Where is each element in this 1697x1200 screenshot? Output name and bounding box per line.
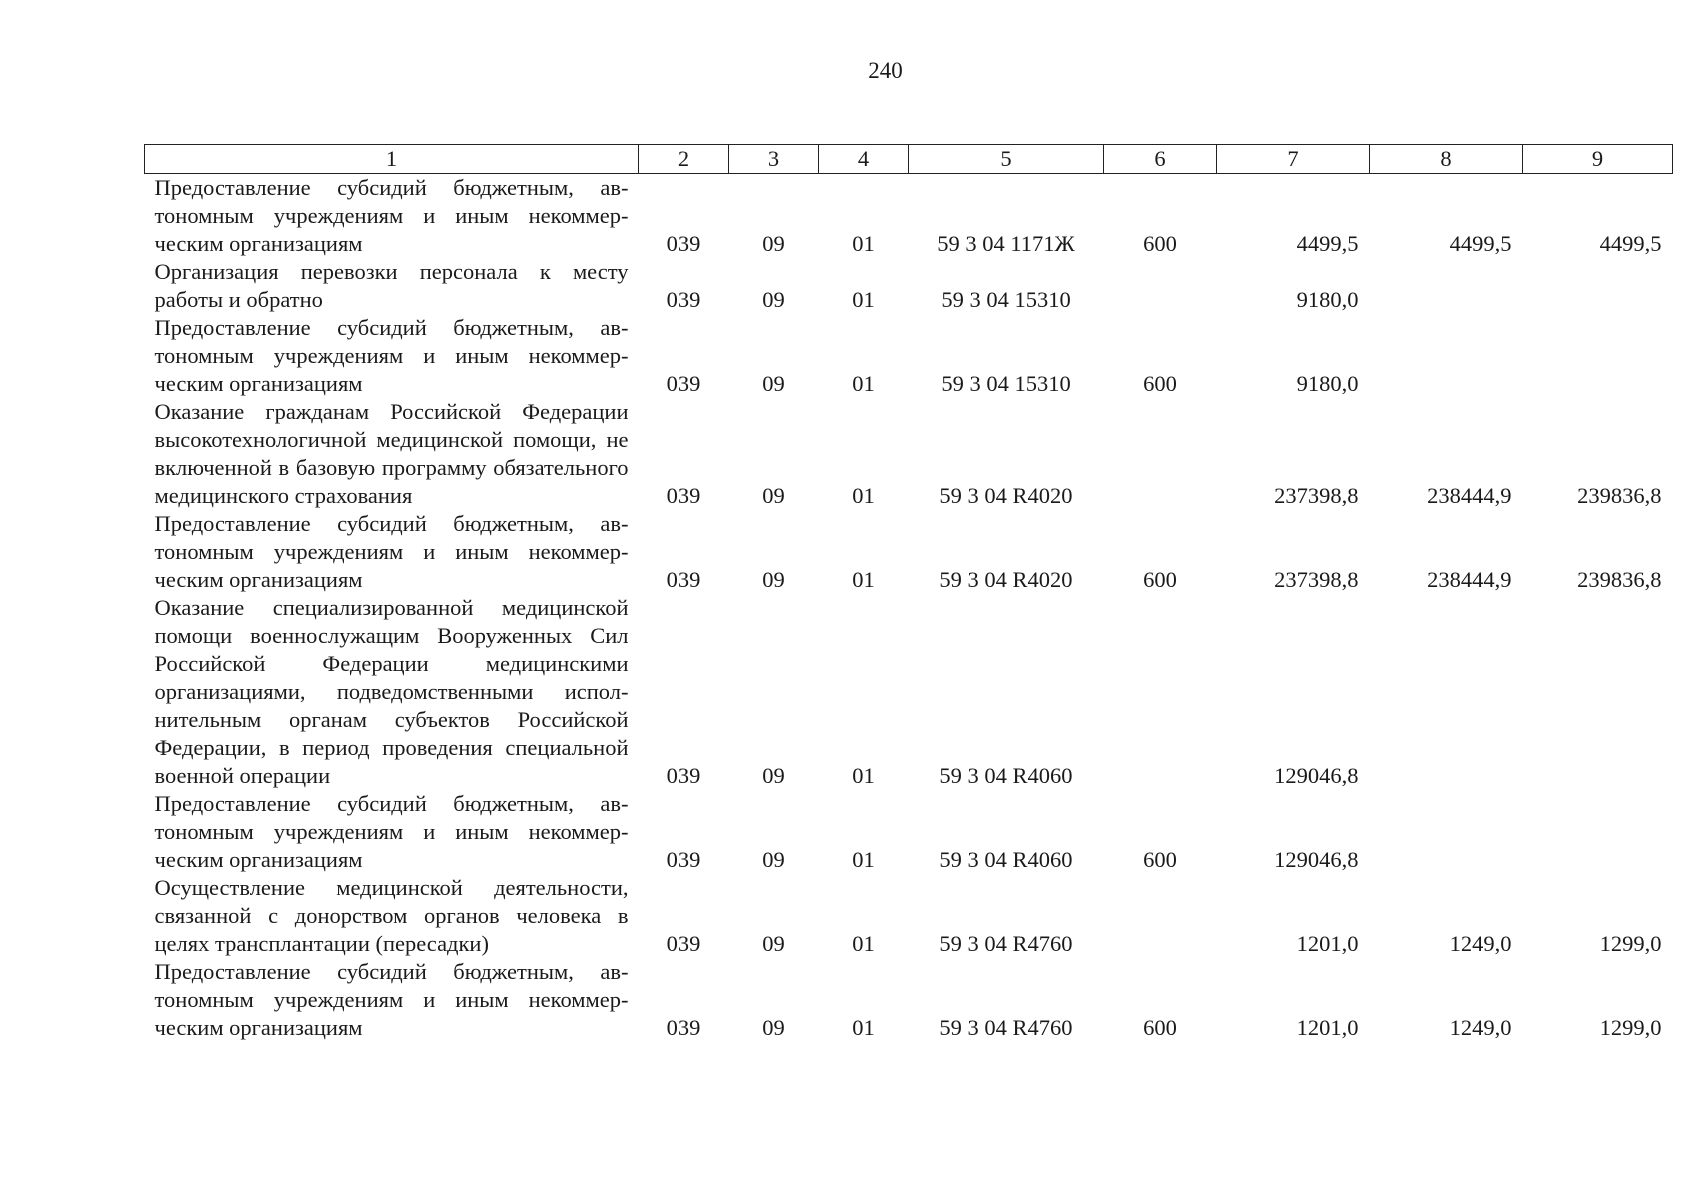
expense-name: Оказание специализированной медицинской помощи военнослужащим Вооруженных Сил Российской Федерации медицинскими организациями, подведомственными исполнительным органам субъектов Российской Федерации, в период проведения специальной военной операции: [154, 595, 629, 788]
target-article-code: 59 3 04 R4060: [939, 847, 1073, 872]
amount-year-3: [1523, 314, 1673, 398]
section-code: 09: [762, 483, 785, 508]
section-code: 09: [762, 371, 785, 396]
table-row: [145, 874, 1673, 958]
amount-year-1: 237398,8: [1274, 483, 1359, 508]
header-col-1: 1: [145, 145, 639, 174]
expense-type-code: 600: [1143, 847, 1177, 872]
table-row: [145, 594, 1673, 790]
amount-year-1: 1201,0: [1296, 931, 1359, 956]
amount-year-1: 9180,0: [1296, 287, 1359, 312]
subsection-code: 01: [852, 1015, 875, 1040]
table-row: [145, 258, 1673, 314]
expense-name: Предоставление субсидий бюджетным, автономным учреждениям и иным некоммерческим организациям: [154, 959, 629, 1040]
expense-name: Предоставление субсидий бюджетным, автономным учреждениям и иным некоммерческим организациям: [154, 175, 629, 256]
amount-year-2: [1370, 314, 1523, 398]
subsection-code: 01: [852, 287, 875, 312]
section-code: 09: [762, 231, 785, 256]
section-code: 09: [762, 567, 785, 592]
expense-name: Предоставление субсидий бюджетным, автономным учреждениям и иным некоммерческим организациям: [154, 511, 629, 592]
target-article-code: 59 3 04 1171Ж: [937, 231, 1075, 256]
amount-year-2: 1249,0: [1449, 1015, 1512, 1040]
expense-type-code: [1104, 398, 1217, 510]
amount-year-2: [1370, 790, 1523, 874]
amount-year-2: 238444,9: [1427, 567, 1512, 592]
amount-year-2: [1370, 594, 1523, 790]
table-row: [145, 958, 1673, 1042]
target-article-code: 59 3 04 R4060: [939, 763, 1073, 788]
page-number: 240: [868, 58, 903, 83]
expense-type-code: [1104, 258, 1217, 314]
grbs-code: 039: [666, 287, 701, 312]
expense-name: Предоставление субсидий бюджетным, автономным учреждениям и иным некоммерческим организациям: [154, 791, 629, 872]
header-col-4: 4: [819, 145, 909, 174]
grbs-code: 039: [666, 483, 701, 508]
expense-type-code: 600: [1143, 231, 1177, 256]
expense-type-code: [1104, 594, 1217, 790]
grbs-code: 039: [666, 763, 701, 788]
amount-year-3: [1523, 594, 1673, 790]
amount-year-3: 1299,0: [1599, 931, 1662, 956]
expense-name: Организация перевозки персонала к месту работы и обратно: [154, 259, 629, 312]
amount-year-1: 237398,8: [1274, 567, 1359, 592]
grbs-code: 039: [666, 567, 701, 592]
table-row: [145, 174, 1673, 259]
expense-type-code: 600: [1143, 371, 1177, 396]
amount-year-3: 239836,8: [1577, 483, 1662, 508]
budget-table: [144, 144, 1673, 1042]
expense-name: Оказание гражданам Российской Федерации высокотехнологичной медицинской помощи, не включенной в базовую программу обязательного медицинского страхования: [154, 399, 629, 508]
target-article-code: 59 3 04 15310: [941, 371, 1071, 396]
section-code: 09: [762, 847, 785, 872]
table-body: [145, 174, 1673, 1043]
expense-name: Осуществление медицинской деятельности, связанной с донорством органов человека в целях трансплантации (пересадки): [154, 875, 629, 956]
expense-type-code: 600: [1143, 567, 1177, 592]
table-row: [145, 510, 1673, 594]
amount-year-3: 1299,0: [1599, 1015, 1662, 1040]
amount-year-1: 129046,8: [1274, 763, 1359, 788]
expense-type-code: [1104, 874, 1217, 958]
subsection-code: 01: [852, 371, 875, 396]
header-col-3: 3: [729, 145, 819, 174]
amount-year-2: 238444,9: [1427, 483, 1512, 508]
table-row: [145, 314, 1673, 398]
target-article-code: 59 3 04 R4760: [939, 1015, 1073, 1040]
grbs-code: 039: [666, 847, 701, 872]
amount-year-3: 4499,5: [1599, 231, 1662, 256]
table-row: [145, 398, 1673, 510]
amount-year-1: 9180,0: [1296, 371, 1359, 396]
grbs-code: 039: [666, 1015, 701, 1040]
expense-type-code: 600: [1143, 1015, 1177, 1040]
grbs-code: 039: [666, 231, 701, 256]
header-col-9: 9: [1523, 145, 1673, 174]
section-code: 09: [762, 1015, 785, 1040]
amount-year-2: [1370, 258, 1523, 314]
grbs-code: 039: [666, 931, 701, 956]
amount-year-2: 1249,0: [1449, 931, 1512, 956]
amount-year-3: [1523, 258, 1673, 314]
column-number-header-row: [145, 145, 1673, 174]
expense-name: Предоставление субсидий бюджетным, автономным учреждениям и иным некоммерческим организациям: [154, 315, 629, 396]
target-article-code: 59 3 04 R4020: [939, 483, 1073, 508]
subsection-code: 01: [852, 567, 875, 592]
amount-year-3: 239836,8: [1577, 567, 1662, 592]
grbs-code: 039: [666, 371, 701, 396]
header-col-5: 5: [909, 145, 1104, 174]
section-code: 09: [762, 287, 785, 312]
header-col-2: 2: [639, 145, 729, 174]
table-row: [145, 790, 1673, 874]
amount-year-1: 129046,8: [1274, 847, 1359, 872]
subsection-code: 01: [852, 763, 875, 788]
subsection-code: 01: [852, 231, 875, 256]
header-col-6: 6: [1104, 145, 1217, 174]
header-col-8: 8: [1370, 145, 1523, 174]
subsection-code: 01: [852, 483, 875, 508]
target-article-code: 59 3 04 15310: [941, 287, 1071, 312]
section-code: 09: [762, 931, 785, 956]
amount-year-1: 4499,5: [1296, 231, 1359, 256]
header-col-7: 7: [1217, 145, 1370, 174]
amount-year-2: 4499,5: [1449, 231, 1512, 256]
target-article-code: 59 3 04 R4760: [939, 931, 1073, 956]
amount-year-3: [1523, 790, 1673, 874]
section-code: 09: [762, 763, 785, 788]
amount-year-1: 1201,0: [1296, 1015, 1359, 1040]
subsection-code: 01: [852, 847, 875, 872]
subsection-code: 01: [852, 931, 875, 956]
target-article-code: 59 3 04 R4020: [939, 567, 1073, 592]
